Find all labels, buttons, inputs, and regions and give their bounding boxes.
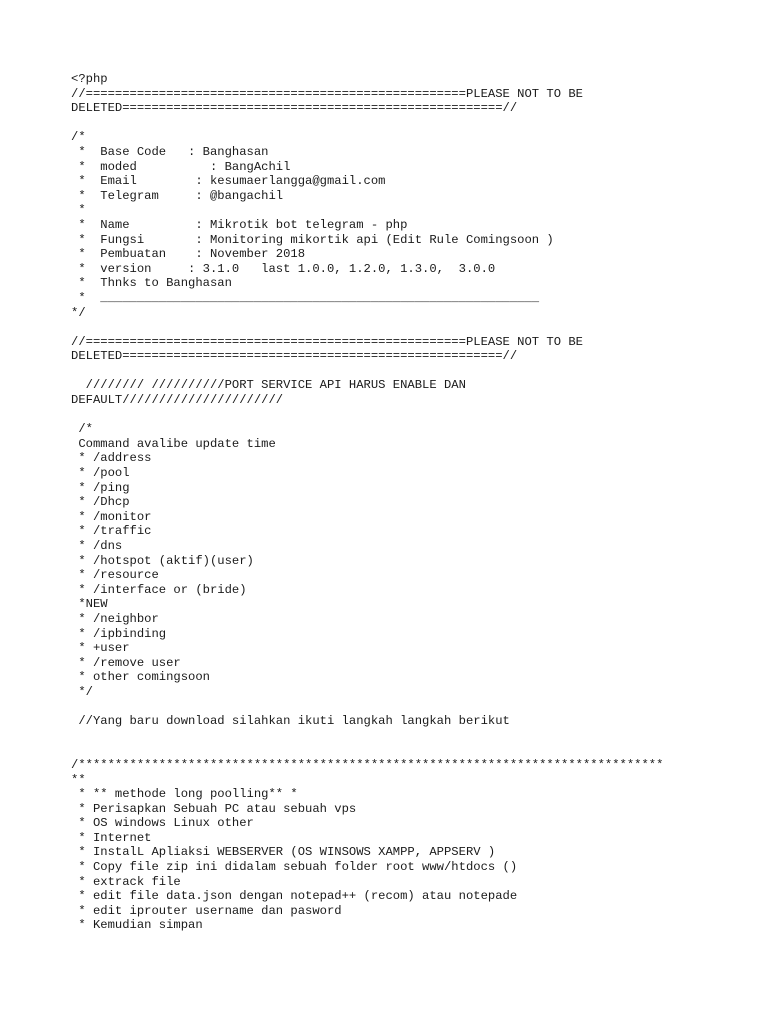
code-line: * extrack file bbox=[71, 874, 181, 889]
code-line: * /traffic bbox=[71, 524, 152, 539]
code-line: * other comingsoon bbox=[71, 670, 210, 685]
code-line: /* bbox=[71, 422, 93, 437]
code-line: <?php bbox=[71, 72, 108, 86]
code-line: //////// //////////PORT SERVICE API HARUS ENABLE DAN bbox=[71, 378, 466, 393]
code-line: * /dns bbox=[71, 539, 123, 553]
code-line: * /ping bbox=[71, 480, 130, 495]
code-line bbox=[71, 729, 761, 744]
code-line: * version : 3.1.0 last 1.0.0, 1.2.0, 1.3.0, 3.0.0 bbox=[71, 261, 496, 276]
code-line: * ** methode long poolling** * bbox=[71, 787, 298, 802]
code-line: * edit iprouter username dan pasword bbox=[71, 903, 342, 918]
code-line: * Copy file zip ini didalam sebuah folder root www/htdocs () bbox=[71, 860, 518, 875]
code-line: //====================================================PLEASE NOT TO BE bbox=[71, 86, 583, 101]
code-line bbox=[71, 116, 761, 131]
code-line: * /Dhcp bbox=[71, 495, 130, 510]
code-line: * /monitor bbox=[71, 509, 152, 524]
code-line: * /ipbinding bbox=[71, 626, 167, 641]
code-line bbox=[71, 700, 761, 715]
code-line: DELETED====================================================// bbox=[71, 349, 518, 364]
code-line: * /resource bbox=[71, 568, 159, 583]
code-line: ** bbox=[71, 772, 86, 787]
code-line: * Name : Mikrotik bot telegram - php bbox=[71, 217, 408, 232]
code-line: * /neighbor bbox=[71, 611, 159, 626]
code-line bbox=[71, 320, 761, 335]
code-line: //====================================================PLEASE NOT TO BE bbox=[71, 334, 583, 349]
code-line: /******************************************************************************** bbox=[71, 757, 664, 772]
code-line: //Yang baru download silahkan ikuti langkah langkah berikut bbox=[71, 714, 510, 729]
code-line: * /address bbox=[71, 451, 152, 466]
code-line: /* bbox=[71, 130, 86, 145]
code-line bbox=[71, 408, 761, 423]
code-line: * OS windows Linux other bbox=[71, 816, 254, 831]
code-line: * Kemudian simpan bbox=[71, 918, 203, 933]
code-line: DELETED====================================================// bbox=[71, 101, 518, 116]
code-line: * +user bbox=[71, 641, 130, 656]
code-line: * Thnks to Banghasan bbox=[71, 276, 232, 291]
code-line: * edit file data.json dengan notepad++ (recom) atau notepade bbox=[71, 889, 518, 904]
code-line: * Internet bbox=[71, 830, 152, 845]
code-line: */ bbox=[71, 684, 93, 699]
code-line: * /pool bbox=[71, 466, 130, 481]
code-line: * Perisapkan Sebuah PC atau sebuah vps bbox=[71, 801, 357, 816]
code-line: */ bbox=[71, 305, 86, 320]
code-line: * bbox=[71, 203, 86, 218]
code-line: * Pembuatan : November 2018 bbox=[71, 247, 306, 262]
code-line: * Fungsi : Monitoring mikortik api (Edit Rule Comingsoon ) bbox=[71, 232, 554, 247]
code-line: * InstalL Apliaksi WEBSERVER (OS WINSOWS XAMPP, APPSERV ) bbox=[71, 845, 496, 860]
code-line: * moded : BangAchil bbox=[71, 159, 291, 174]
code-line bbox=[71, 364, 761, 379]
code-line: * /interface or (bride) bbox=[71, 582, 247, 597]
code-line: DEFAULT////////////////////// bbox=[71, 393, 284, 408]
code-line: * Telegram : @bangachil bbox=[71, 188, 284, 203]
php-source-code bbox=[71, 72, 761, 933]
code-line: * Email : kesumaerlangga@gmail.com bbox=[71, 174, 386, 189]
code-line: * /remove user bbox=[71, 655, 181, 670]
code-line: * /hotspot (aktif)(user) bbox=[71, 553, 254, 568]
code-line bbox=[71, 743, 761, 758]
code-line: * Base Code : Banghasan bbox=[71, 144, 269, 159]
code-line: Command avalibe update time bbox=[71, 436, 276, 451]
code-line: * ____________________________________________________________ bbox=[71, 290, 540, 305]
code-line: *NEW bbox=[71, 597, 108, 612]
